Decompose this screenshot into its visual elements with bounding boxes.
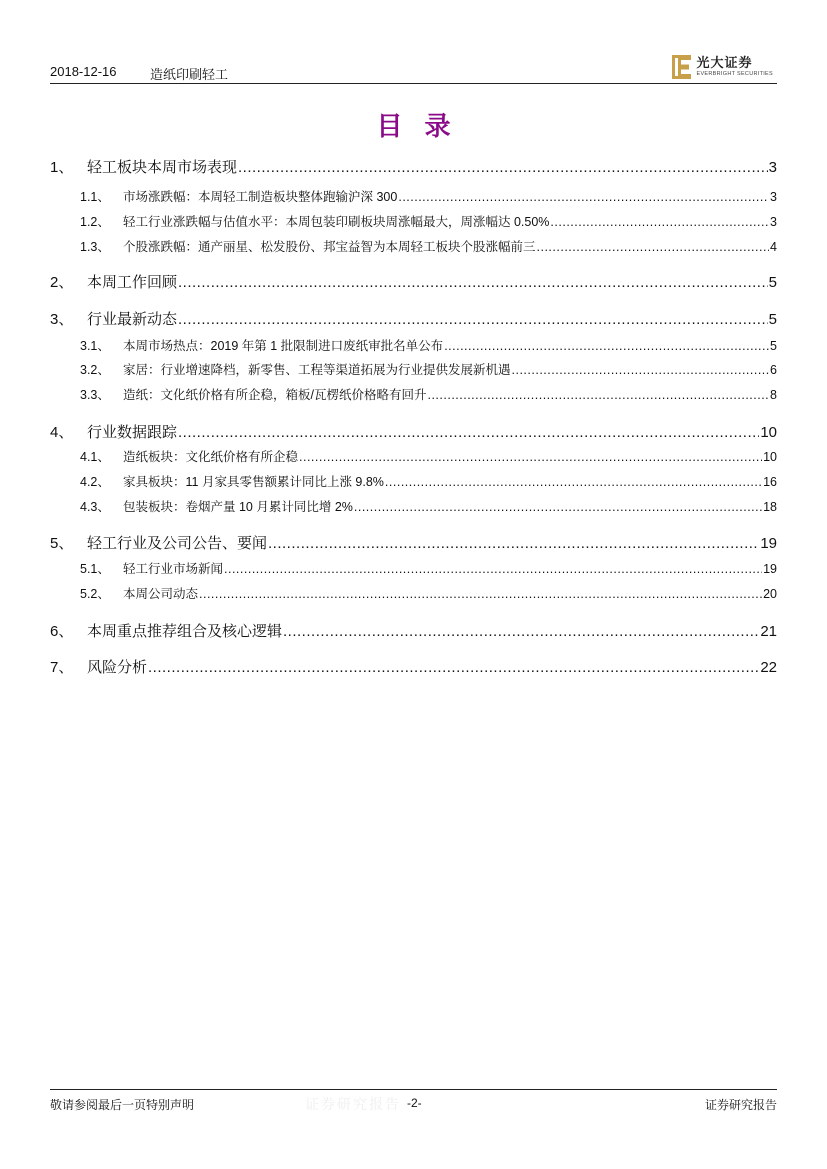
toc-entry[interactable] bbox=[50, 447, 777, 465]
toc-entry[interactable] bbox=[50, 385, 777, 403]
toc-entry-number: 7、 bbox=[50, 659, 74, 676]
toc-entry-page: 3 bbox=[768, 159, 777, 176]
toc-entry-title: 风险分析 bbox=[87, 659, 148, 676]
report-date: 2018-12-16 bbox=[50, 64, 117, 79]
toc-entry-page: 21 bbox=[760, 623, 777, 640]
toc-dot-leader bbox=[354, 500, 762, 514]
toc-entry-title: 本周市场热点：2019 年第 1 批限制进口废纸审批名单公布 bbox=[123, 339, 444, 353]
toc-entry-number: 3.1、 bbox=[80, 339, 110, 353]
toc-entry-number: 5、 bbox=[50, 535, 74, 552]
toc-entry[interactable] bbox=[50, 308, 777, 329]
toc-entry-title: 家具板块：11 月家具零售额累计同比上涨 9.8% bbox=[123, 475, 384, 489]
logo-english-name: EVERBRIGHT SECURITIES bbox=[696, 70, 773, 77]
page-number: -2- bbox=[407, 1096, 422, 1110]
toc-entry-page: 8 bbox=[770, 388, 777, 402]
toc-entry-page: 18 bbox=[763, 500, 777, 514]
toc-entry-title: 造纸：文化纸价格有所企稳，箱板/瓦楞纸价格略有回升 bbox=[123, 388, 427, 402]
toc-entry-title: 轻工行业市场新闻 bbox=[123, 562, 224, 576]
toc-entry-title: 个股涨跌幅：通产丽星、松发股份、邦宝益智为本周轻工板块个股涨幅前三 bbox=[123, 240, 536, 254]
footer-divider bbox=[50, 1089, 777, 1090]
header-divider bbox=[50, 83, 777, 84]
toc-dot-leader bbox=[299, 450, 762, 464]
toc-entry[interactable] bbox=[50, 497, 777, 515]
toc-entry[interactable] bbox=[50, 187, 777, 205]
disclaimer-note: 敬请参阅最后一页特别声明 bbox=[50, 1098, 195, 1112]
toc-entry-title: 轻工行业及公司公告、要闻 bbox=[87, 535, 268, 552]
logo-chinese-name: 光大证券 bbox=[696, 55, 753, 71]
toc-entry-title: 行业最新动态 bbox=[87, 311, 178, 328]
toc-entry[interactable] bbox=[50, 237, 777, 255]
toc-entry-number: 4.3、 bbox=[80, 500, 110, 514]
toc-entry-page: 16 bbox=[763, 475, 777, 489]
toc-dot-leader bbox=[444, 339, 769, 353]
toc-entry-title: 行业数据跟踪 bbox=[87, 424, 178, 441]
toc-entry-number: 1、 bbox=[50, 159, 74, 176]
toc-entry-number: 5.1、 bbox=[80, 562, 110, 576]
toc-entry[interactable] bbox=[50, 559, 777, 577]
toc-entry-title: 本周工作回顾 bbox=[87, 274, 178, 291]
toc-dot-leader bbox=[512, 363, 770, 377]
toc-entry-page: 5 bbox=[768, 311, 777, 328]
toc-entry-title: 包装板块：卷烟产量 10 月累计同比增 2% bbox=[123, 500, 353, 514]
toc-dot-leader bbox=[268, 535, 759, 552]
toc-dot-leader bbox=[283, 623, 759, 640]
toc-dot-leader bbox=[224, 562, 762, 576]
toc-entry-number: 1.3、 bbox=[80, 240, 110, 254]
toc-entry[interactable] bbox=[50, 656, 777, 677]
toc-entry-page: 5 bbox=[770, 339, 777, 353]
toc-entry-page: 6 bbox=[770, 363, 777, 377]
toc-entry[interactable] bbox=[50, 156, 777, 177]
toc-dot-leader bbox=[398, 190, 769, 204]
everbright-logo bbox=[671, 52, 774, 82]
toc-dot-leader bbox=[178, 274, 768, 291]
toc-entry-page: 19 bbox=[763, 562, 777, 576]
toc-dot-leader bbox=[178, 311, 768, 328]
toc-entry[interactable] bbox=[50, 584, 777, 602]
toc-entry-number: 4.1、 bbox=[80, 450, 110, 464]
toc-entry-page: 19 bbox=[760, 535, 777, 552]
toc-entry-title: 轻工行业涨跌幅与估值水平：本周包装印刷板块周涨幅最大，周涨幅达 0.50% bbox=[123, 215, 550, 229]
toc-entry-number: 3.3、 bbox=[80, 388, 110, 402]
toc-dot-leader bbox=[199, 587, 762, 601]
page-header bbox=[50, 55, 777, 82]
toc-entry-number: 1.2、 bbox=[80, 215, 110, 229]
toc-entry-number: 1.1、 bbox=[80, 190, 110, 204]
toc-dot-leader bbox=[550, 215, 769, 229]
toc-entry-page: 10 bbox=[760, 424, 777, 441]
toc-entry-number: 4.2、 bbox=[80, 475, 110, 489]
toc-entry-number: 3.2、 bbox=[80, 363, 110, 377]
everbright-logo-icon bbox=[671, 54, 693, 80]
page-title: 目录 bbox=[376, 112, 473, 142]
toc-entry-page: 5 bbox=[768, 274, 777, 291]
toc-entry-title: 家居：行业增速降档，新零售、工程等渠道拓展为行业提供发展新机遇 bbox=[123, 363, 511, 377]
toc-entry-title: 轻工板块本周市场表现 bbox=[87, 159, 238, 176]
toc-dot-leader bbox=[427, 388, 769, 402]
toc-dot-leader bbox=[238, 159, 768, 176]
toc-entry-number: 3、 bbox=[50, 311, 74, 328]
toc-entry-title: 市场涨跌幅：本周轻工制造板块整体跑输沪深 300 bbox=[123, 190, 398, 204]
toc-dot-leader bbox=[148, 659, 759, 676]
toc-entry-page: 20 bbox=[763, 587, 777, 601]
toc-entry[interactable] bbox=[50, 532, 777, 553]
toc-entry-page: 3 bbox=[770, 190, 777, 204]
industry-name: 造纸印刷轻工 bbox=[150, 67, 229, 82]
toc-entry-title: 本周公司动态 bbox=[123, 587, 199, 601]
toc-entry-title: 本周重点推荐组合及核心逻辑 bbox=[87, 623, 283, 640]
toc-entry-number: 5.2、 bbox=[80, 587, 110, 601]
toc-dot-leader bbox=[537, 240, 770, 254]
toc-entry[interactable] bbox=[50, 271, 777, 292]
toc-entry-title: 造纸板块：文化纸价格有所企稳 bbox=[123, 450, 299, 464]
toc-entry-page: 10 bbox=[763, 450, 777, 464]
toc-entry-page: 4 bbox=[770, 240, 777, 254]
toc-dot-leader bbox=[178, 424, 759, 441]
toc-entry[interactable] bbox=[50, 212, 777, 230]
toc-entry[interactable] bbox=[50, 336, 777, 354]
report-type: 证券研究报告 bbox=[704, 1098, 777, 1112]
toc-entry-number: 2、 bbox=[50, 274, 74, 291]
toc-entry[interactable] bbox=[50, 421, 777, 442]
toc-entry-number: 4、 bbox=[50, 424, 74, 441]
watermark: 证券研究报告 bbox=[305, 1096, 401, 1112]
toc-entry-page: 22 bbox=[760, 659, 777, 676]
toc-entry[interactable] bbox=[50, 472, 777, 490]
toc-entry[interactable] bbox=[50, 360, 777, 378]
toc-entry-page: 3 bbox=[770, 215, 777, 229]
toc-entry-number: 6、 bbox=[50, 623, 74, 640]
toc-dot-leader bbox=[385, 475, 762, 489]
toc-entry[interactable] bbox=[50, 620, 777, 641]
